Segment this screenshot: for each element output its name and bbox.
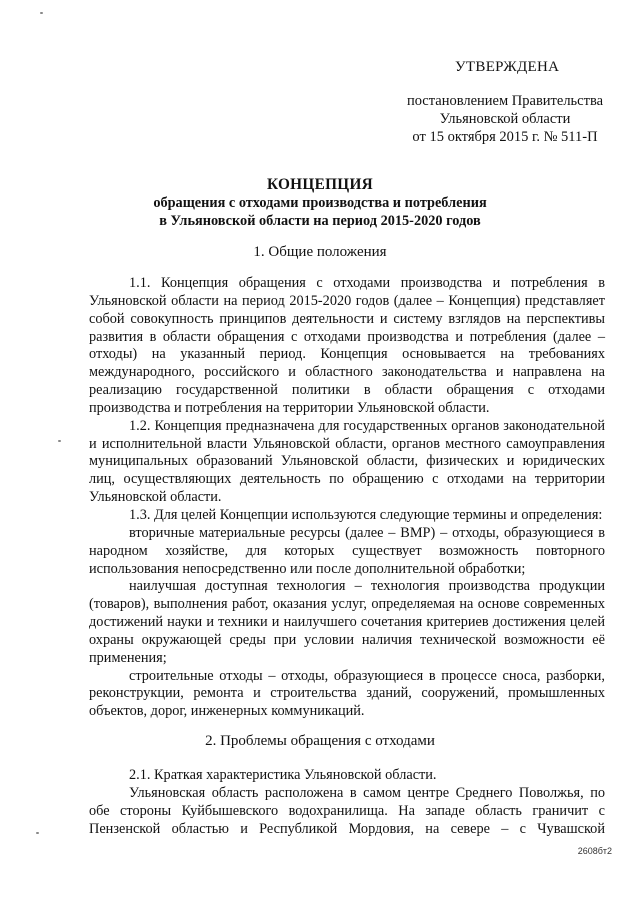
approval-line-3: от 15 октября 2015 г. № 511-П <box>412 129 598 145</box>
definition-construction-waste: строительные отходы – отходы, образующиеся в процессе сноса, разборки, реконструкции, ремонта и строительства зданий, сооружений, промышленных объектов, дорог, инженерных коммуникаций. <box>89 667 605 720</box>
paragraph-2-1: 2.1. Краткая характеристика Ульяновской области. <box>129 767 437 783</box>
paragraph-2-2: Ульяновская область расположена в самом центре Среднего Поволжья, по обе стороны Куйбышевского водохранилища. На западе область граничит с Пензенской областью и Республикой Мордовия, на севере – с Чувашской <box>89 784 605 837</box>
scan-speck <box>58 440 61 442</box>
paragraph-1-1: 1.1. Концепция обращения с отходами производства и потребления в Ульяновской области на период 2015-2020 годов (далее – Концепция) представляет собой совокупность принципов деятельности и систему взглядов на перспективы развития в области обращения с отходами производства и потребления (далее – отходы) на указанный период. Концепция основывается на требованиях международного, российского и областного законодательства и направлена на реализацию государственной политики в области обращения с отходами производства и потребления на территории Ульяновской области. <box>89 275 605 416</box>
section-1-body <box>89 275 605 721</box>
paragraph-1-2: 1.2. Концепция предназначена для государственных органов законодательной и исполнительной власти Ульяновской области, органов местного самоуправления муниципальных образований Ульяновской области, физических и юридических лиц, осуществляющих деятельность по обращению с отходами на территории Ульяновской области. <box>89 417 605 506</box>
approval-line-1: постановлением Правительства <box>406 93 604 109</box>
approval-line-2: Ульяновской области <box>439 111 571 127</box>
scan-speck <box>40 12 43 14</box>
approval-stamp: УТВЕРЖДЕНА <box>455 59 560 75</box>
section-2-body <box>89 767 605 838</box>
document-code: 2608бт2 <box>577 846 612 856</box>
definition-vmr: вторичные материальные ресурсы (далее – ВМР) – отходы, образующиеся в народном хозяйстве, для которых существует возможность повторного использования непосредственно или после дополнительной обработки; <box>89 524 605 577</box>
title-main: КОНЦЕПЦИЯ <box>266 176 374 193</box>
title-subtitle-1: обращения с отходами производства и потребления <box>153 195 487 211</box>
title-subtitle-2: в Ульяновской области на период 2015-2020 годов <box>159 213 481 229</box>
paragraph-1-3: 1.3. Для целей Концепции используются следующие термины и определения: <box>129 506 603 523</box>
definition-best-technology: наилучшая доступная технология – технология производства продукции (товаров), выполнения работ, оказания услуг, определяемая на основе современных достижений науки и техники и наилучшего сочетания критериев достижения целей охраны окружающей среды при условии наличия технической возможности её применения; <box>89 578 605 666</box>
scan-speck <box>36 832 39 834</box>
document-title <box>150 176 490 230</box>
section-2-heading: 2. Проблемы обращения с отходами <box>205 733 435 749</box>
section-1-heading: 1. Общие положения <box>253 244 387 260</box>
